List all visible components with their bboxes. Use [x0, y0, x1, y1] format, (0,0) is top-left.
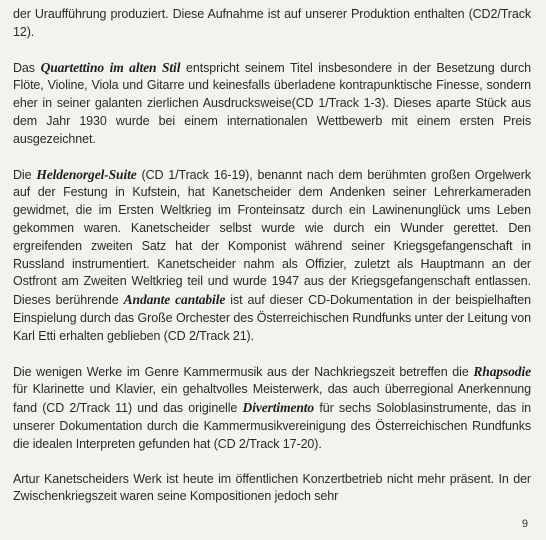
text-run: ist auf dieser CD-Dokumentation in der beispielhaften Einspielung durch das Große Orchester des Österreichischen Rundfunks unter der Leitung von Karl Etti erhalten geblieben (CD 2/Track 21). [13, 293, 531, 343]
text-run: (CD 1/Track 16-19), benannt nach dem berühmten großen Orgelwerk auf der Festung in Kufstein, hat Kanetscheider dem Andenken seiner Lehrerkameraden gewidmet, die im Ersten Weltkrieg im Fronteinsatz durch ein Lawinenunglück ums Leben gekommen waren. Kanetscheider selbst wurde wie durch ein Wunder gerettet. Den ergreifenden zweiten Satz hat der Komponist während seiner Kriegsgefangenschaft in Russland instrumentiert. Kanetscheider nahm als Offizier, zuletzt als Hauptmann an der Ostfront am Zweiten Weltkrieg teil und wurde 1947 aus der Kriegsgefangenschaft entlassen. Dieses berührende [13, 167, 531, 308]
text-run: Die [13, 167, 37, 182]
page-number: 9 [521, 518, 528, 530]
work-title: Rhapsodie [473, 363, 531, 379]
work-title: Andante cantabile [123, 292, 226, 308]
text-run: Das [13, 60, 41, 75]
text-run: entspricht seinem Titel insbesondere in der Besetzung durch Flöte, Violine, Viola und Gitarre und keinesfalls überladene kontrapunktische Finesse, sondern eher in seiner galanten zierlichen Ausdrucksweise(CD 1/Track 1-3). Dieses aparte Stück aus dem Jahr 1930 wurde bei einem internationalen Wettbewerb mit einem ersten Preis ausgezeichnet. [13, 60, 531, 146]
text-run: für Klarinette und Klavier, ein gehaltvolles Meisterwerk, das auch überregional Anerkennung fand (CD 2/Track 11) und das originelle [13, 382, 531, 416]
paragraph [13, 363, 531, 454]
text-run: Artur Kanetscheiders Werk ist heute im öffentlichen Konzertbetrieb nicht mehr präsent. In der Zwischenkriegszeit waren seine Kompositionen jedoch sehr [13, 471, 531, 504]
work-title: Quartettino im alten Stil [40, 59, 181, 75]
work-title: Divertimento [242, 400, 315, 416]
paragraph [13, 166, 531, 346]
work-title: Heldenorgel-Suite [36, 166, 137, 182]
text-run: Die wenigen Werke im Genre Kammermusik aus der Nachkriegszeit betreffen die [13, 364, 474, 379]
paragraph [13, 471, 531, 507]
text-run: für sechs Soloblasinstrumente, das in unserer Dokumentation durch die Kammermusikvereinigung des Österreichischen Rundfunks die idealen Interpreten gefunden hat (CD 2/Track 17-20). [13, 401, 532, 451]
paragraph [13, 6, 531, 42]
paragraph [13, 59, 531, 149]
article-body [13, 6, 531, 506]
text-run: der Uraufführung produziert. Diese Aufnahme ist auf unserer Produktion enthalten (CD2/Track 12). [13, 7, 531, 39]
